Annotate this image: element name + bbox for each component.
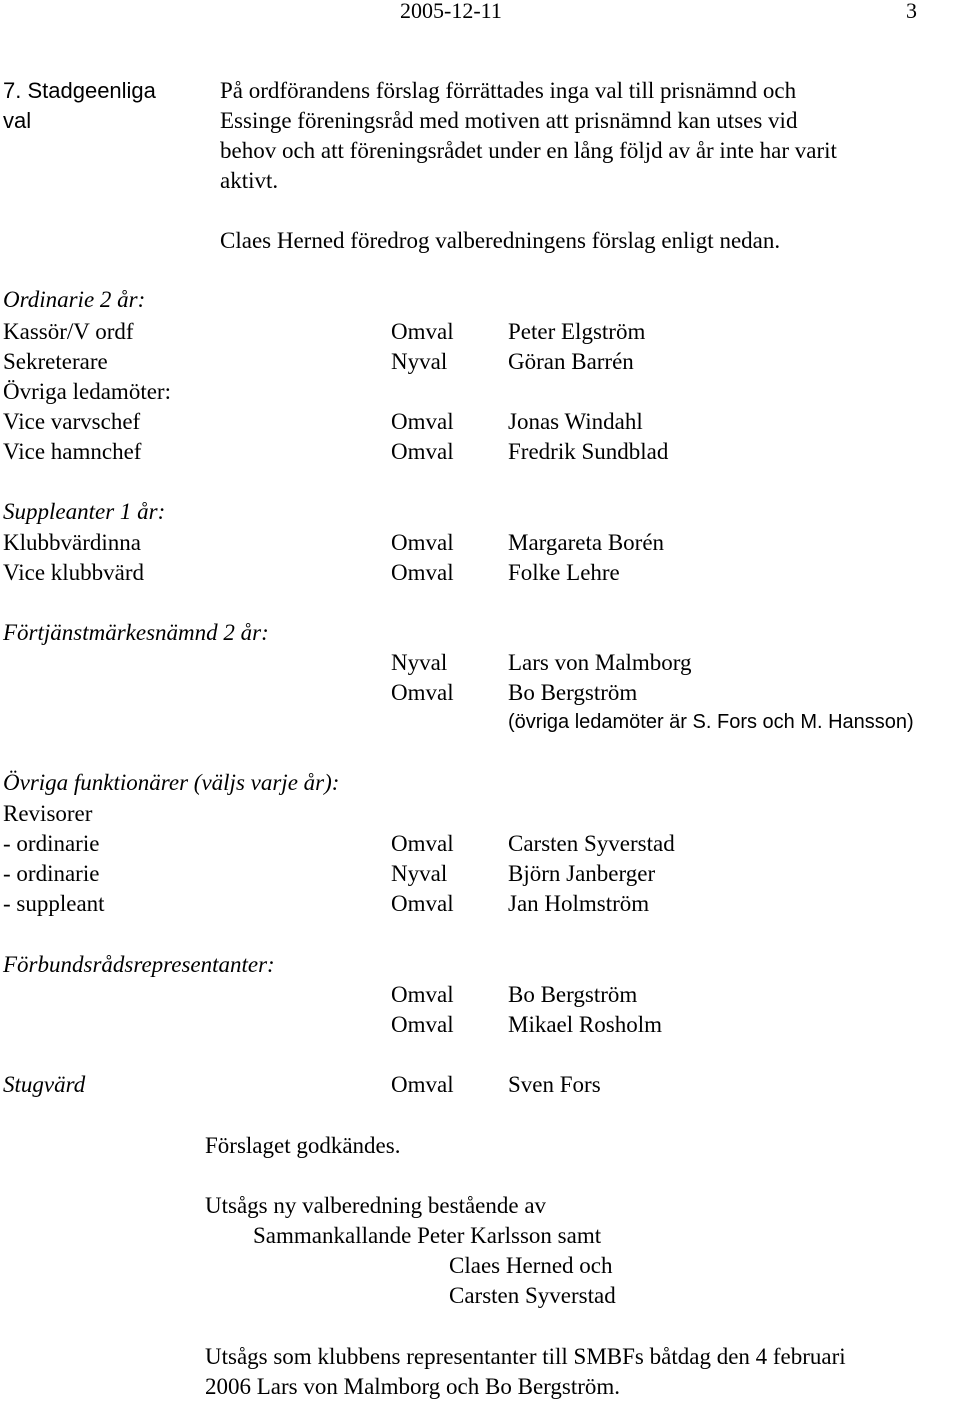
election-type-cell: Omval bbox=[391, 439, 454, 464]
committee-line: Claes Herned och bbox=[449, 1253, 613, 1278]
election-type-cell: Omval bbox=[391, 1012, 454, 1037]
presenter-line: Claes Herned föredrog valberedningens förslag enligt nedan. bbox=[220, 228, 781, 253]
approved-line: Förslaget godkändes. bbox=[205, 1133, 401, 1158]
person-name-cell: Jonas Windahl bbox=[508, 409, 643, 434]
suppleanter-heading: Suppleanter 1 år: bbox=[3, 499, 166, 524]
person-name-cell: Fredrik Sundblad bbox=[508, 439, 669, 464]
person-name-cell: Lars von Malmborg bbox=[508, 650, 692, 675]
role-cell: Vice varvschef bbox=[3, 409, 141, 434]
stugvard-role: Stugvärd bbox=[3, 1072, 86, 1097]
forbund-heading: Förbundsrådsrepresentanter: bbox=[3, 952, 275, 977]
fortjanst-heading: Förtjänstmärkesnämnd 2 år: bbox=[3, 620, 269, 645]
election-type-cell: Omval bbox=[391, 409, 454, 434]
intro-line: aktivt. bbox=[220, 168, 279, 193]
role-cell: Klubbvärdinna bbox=[3, 530, 141, 555]
person-name-cell: Folke Lehre bbox=[508, 560, 620, 585]
intro-line: Essinge föreningsråd med motiven att prisnämnd kan utses vid bbox=[220, 108, 798, 133]
committee-line: Utsågs ny valberedning bestående av bbox=[205, 1193, 547, 1218]
election-type-cell: Omval bbox=[391, 319, 454, 344]
election-type-cell: Omval bbox=[391, 560, 454, 585]
election-type-cell: Omval bbox=[391, 680, 454, 705]
person-name-cell: Mikael Rosholm bbox=[508, 1012, 662, 1037]
election-type-cell: Omval bbox=[391, 530, 454, 555]
person-name-cell: Peter Elgström bbox=[508, 319, 646, 344]
committee-line: Carsten Syverstad bbox=[449, 1283, 616, 1308]
committee-line: Sammankallande Peter Karlsson samt bbox=[253, 1223, 602, 1248]
person-name-cell: Bo Bergström bbox=[508, 680, 638, 705]
role-cell: - suppleant bbox=[3, 891, 105, 916]
fortjanst-note: (övriga ledamöter är S. Fors och M. Hansson) bbox=[508, 711, 914, 733]
revisorer-heading: Revisorer bbox=[3, 801, 93, 826]
person-name-cell: Bo Bergström bbox=[508, 982, 638, 1007]
role-cell: - ordinarie bbox=[3, 861, 100, 886]
person-name-cell: Göran Barrén bbox=[508, 349, 634, 374]
election-type-cell: Omval bbox=[391, 891, 454, 916]
person-name-cell: Jan Holmström bbox=[508, 891, 650, 916]
election-type-cell: Nyval bbox=[391, 650, 448, 675]
person-name-cell: Sven Fors bbox=[508, 1072, 601, 1097]
person-name-cell: Carsten Syverstad bbox=[508, 831, 675, 856]
representatives-line: Utsågs som klubbens representanter till SMBFs båtdag den 4 februari bbox=[205, 1344, 846, 1369]
representatives-line: 2006 Lars von Malmborg och Bo Bergström. bbox=[205, 1374, 621, 1399]
role-cell: Vice hamnchef bbox=[3, 439, 142, 464]
election-type-cell: Nyval bbox=[391, 349, 448, 374]
role-cell: - ordinarie bbox=[3, 831, 100, 856]
ordinarie-heading: Ordinarie 2 år: bbox=[3, 287, 146, 312]
page-number: 3 bbox=[906, 0, 917, 23]
ovriga-funktionarer-heading: Övriga funktionärer (väljs varje år): bbox=[3, 770, 340, 795]
role-cell: Vice klubbvärd bbox=[3, 560, 145, 585]
intro-line: behov och att föreningsrådet under en lång följd av år inte har varit bbox=[220, 138, 837, 163]
person-name-cell: Björn Janberger bbox=[508, 861, 656, 886]
header-date: 2005-12-11 bbox=[400, 0, 502, 23]
role-cell: Kassör/V ordf bbox=[3, 319, 134, 344]
election-type-cell: Omval bbox=[391, 831, 454, 856]
person-name-cell: Margareta Borén bbox=[508, 530, 665, 555]
election-type-cell: Omval bbox=[391, 1072, 454, 1097]
election-type-cell: Nyval bbox=[391, 861, 448, 886]
election-type-cell: Omval bbox=[391, 982, 454, 1007]
role-cell: Sekreterare bbox=[3, 349, 108, 374]
ovriga-ledamoter-heading: Övriga ledamöter: bbox=[3, 379, 171, 404]
section-title-cont: val bbox=[3, 108, 32, 133]
section-title: 7. Stadgeenliga bbox=[3, 78, 156, 103]
intro-line: På ordförandens förslag förrättades inga val till prisnämnd och bbox=[220, 78, 797, 103]
